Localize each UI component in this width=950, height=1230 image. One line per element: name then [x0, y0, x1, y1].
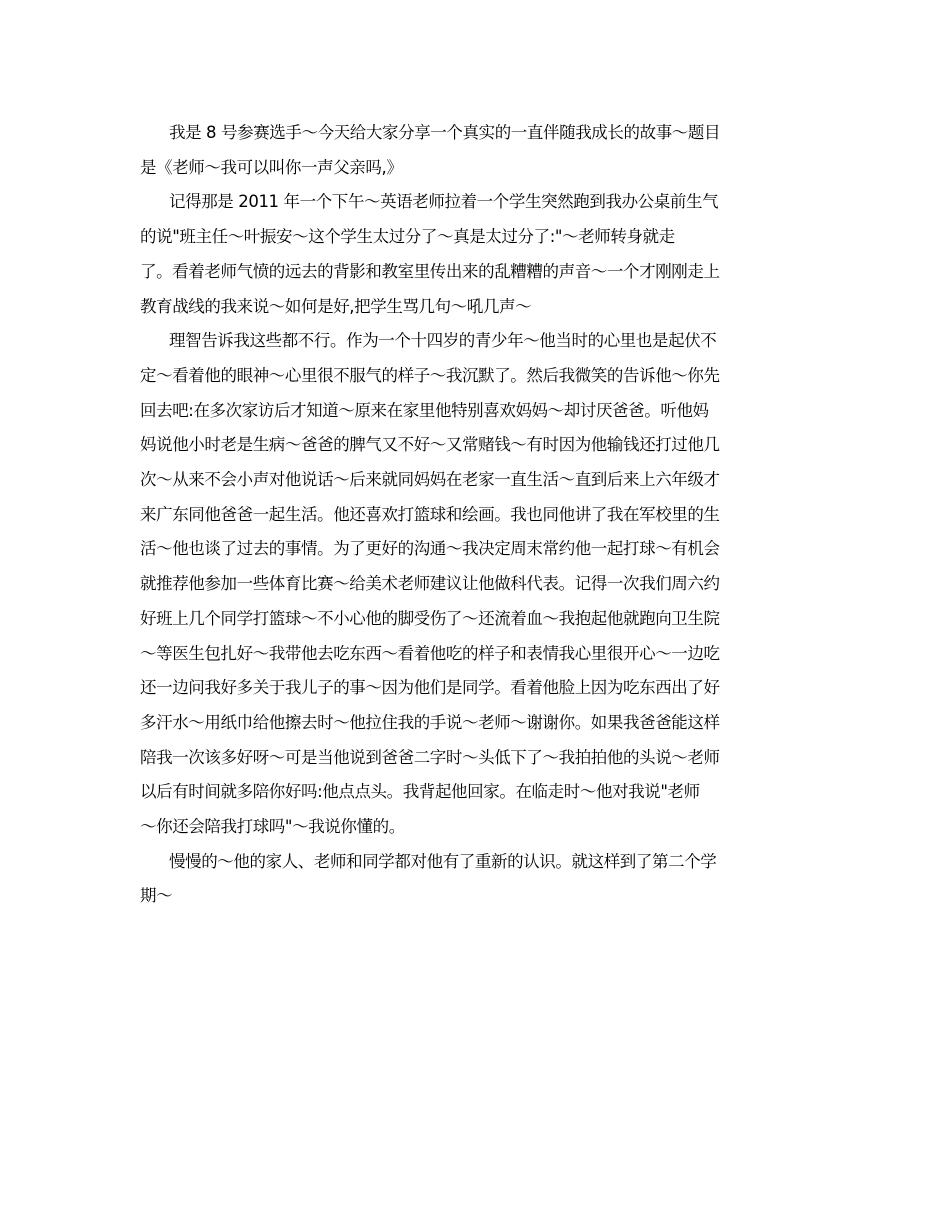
document-body: [140, 116, 721, 914]
paragraph-story: [140, 324, 720, 845]
text-line: 了。看着老师气愤的远去的背影和教室里传出来的乱糟糟的声音～一个才刚刚走上: [140, 261, 720, 281]
text-line: 妈说他小时老是生病～爸爸的脾气又不好～又常赌钱～有时因为他输钱还打过他几: [140, 435, 720, 455]
text-line: 期～: [140, 886, 173, 906]
paragraph-incident: [140, 185, 720, 324]
text-line: 教育战线的我来说～如何是好,把学生骂几句～吼几声～: [140, 296, 532, 316]
text-line: ～等医生包扎好～我带他去吃东西～看着他吃的样子和表情我心里很开心～一边吃: [140, 643, 720, 663]
text-line: 还一边问我好多关于我儿子的事～因为他们是同学。看着他脸上因为吃东西出了好: [140, 678, 720, 698]
text-line: 就推荐他参加一些体育比赛～给美术老师建议让他做科代表。记得一次我们周六约: [140, 574, 720, 594]
text-line: 我是 8 号参赛选手～今天给大家分享一个真实的一直伴随我成长的故事～题目: [169, 123, 721, 142]
text-line: 慢慢的～他的家人、老师和同学都对他有了重新的认识。就这样到了第二个学: [169, 851, 717, 871]
text-line: 回去吧:在多次家访后才知道～原来在家里他特别喜欢妈妈～却讨厌爸爸。听他妈: [140, 400, 709, 420]
text-line: 以后有时间就多陪你好吗:他点点头。我背起他回家。在临走时～他对我说"老师: [140, 782, 700, 802]
text-line: 活～他也谈了过去的事情。为了更好的沟通～我决定周末常约他一起打球～有机会: [140, 539, 720, 559]
text-line: 陪我一次该多好呀～可是当他说到爸爸二字时～头低下了～我拍拍他的头说～老师: [140, 747, 720, 767]
paragraph-ending: [140, 845, 715, 914]
text-line: 定～看着他的眼神～心里很不服气的样子～我沉默了。然后我微笑的告诉他～你先: [140, 365, 720, 385]
text-line: 好班上几个同学打篮球～不小心他的脚受伤了～还流着血～我抱起他就跑向卫生院: [140, 608, 720, 628]
paragraph-intro: [140, 116, 721, 185]
text-line: 记得那是 2011 年一个下午～英语老师拉着一个学生突然跑到我办公桌前生气: [169, 192, 719, 212]
text-line: 理智告诉我这些都不行。作为一个十四岁的青少年～他当时的心里也是起伏不: [169, 331, 717, 351]
text-line: 是《老师～我可以叫你一声父亲吗,》: [140, 157, 403, 177]
text-line: 的说"班主任～叶振安～这个学生太过分了～真是太过分了:"～老师转身就走: [140, 227, 675, 247]
text-line: ～你还会陪我打球吗"～我说你懂的。: [140, 817, 405, 837]
text-line: 多汗水～用纸巾给他擦去时～他拉住我的手说～老师～谢谢你。如果我爸爸能这样: [140, 712, 720, 732]
text-line: 来广东同他爸爸一起生活。他还喜欢打篮球和绘画。我也同他讲了我在军校里的生: [140, 504, 720, 524]
text-line: 次～从来不会小声对他说话～后来就同妈妈在老家一直生活～直到后来上六年级才: [140, 470, 720, 490]
